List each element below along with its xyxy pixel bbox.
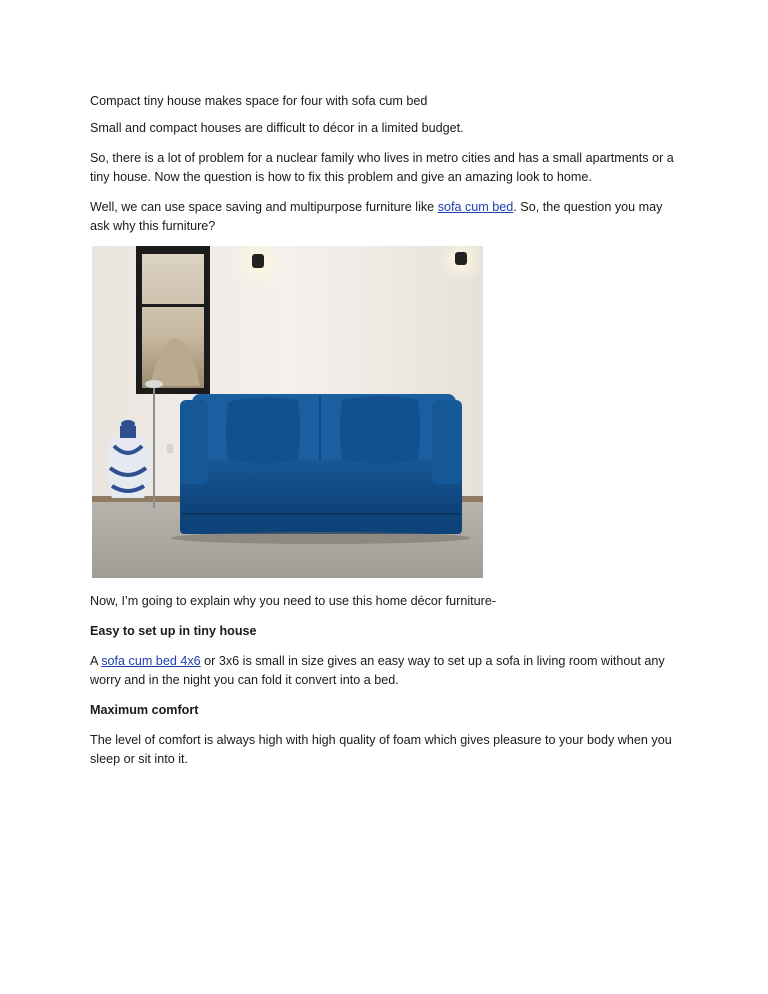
sofa-photo [92, 246, 483, 578]
paragraph-setup-text: or 3x6 is small in size gives an easy way to set up a sofa in living room without any worry and in the night you can fold it convert into a bed. [90, 654, 665, 687]
paragraph-setup-lead: A [90, 654, 102, 668]
article-body [90, 92, 680, 769]
article-title: Compact tiny house makes space for four with sofa cum bed [90, 94, 428, 108]
paragraph-problem: So, there is a lot of problem for a nuclear family who lives in metro cities and has a small apartments or a tiny house. Now the question is how to fix this problem and give an amazing look to home. [90, 151, 674, 184]
sofa-cum-bed-4x6-link[interactable]: sofa cum bed 4x6 [101, 654, 201, 668]
paragraph-solution-tail: . So, the question you may ask why this furniture? [90, 200, 663, 233]
heading-easy-setup: Easy to set up in tiny house [90, 624, 257, 638]
paragraph-setup [90, 652, 680, 690]
paragraph-solution-text: Well, we can use space saving and multipurpose furniture like [90, 200, 438, 214]
paragraph-intro: Small and compact houses are difficult to décor in a limited budget. [90, 121, 464, 135]
heading-comfort: Maximum comfort [90, 703, 199, 717]
paragraph-solution [90, 198, 680, 236]
paragraph-comfort: The level of comfort is always high with high quality of foam which gives pleasure to your body when you sleep or sit into it. [90, 733, 672, 766]
sofa-cum-bed-link[interactable]: sofa cum bed [437, 200, 514, 214]
paragraph-explain: Now, I’m going to explain why you need to use this home décor furniture- [90, 594, 497, 608]
